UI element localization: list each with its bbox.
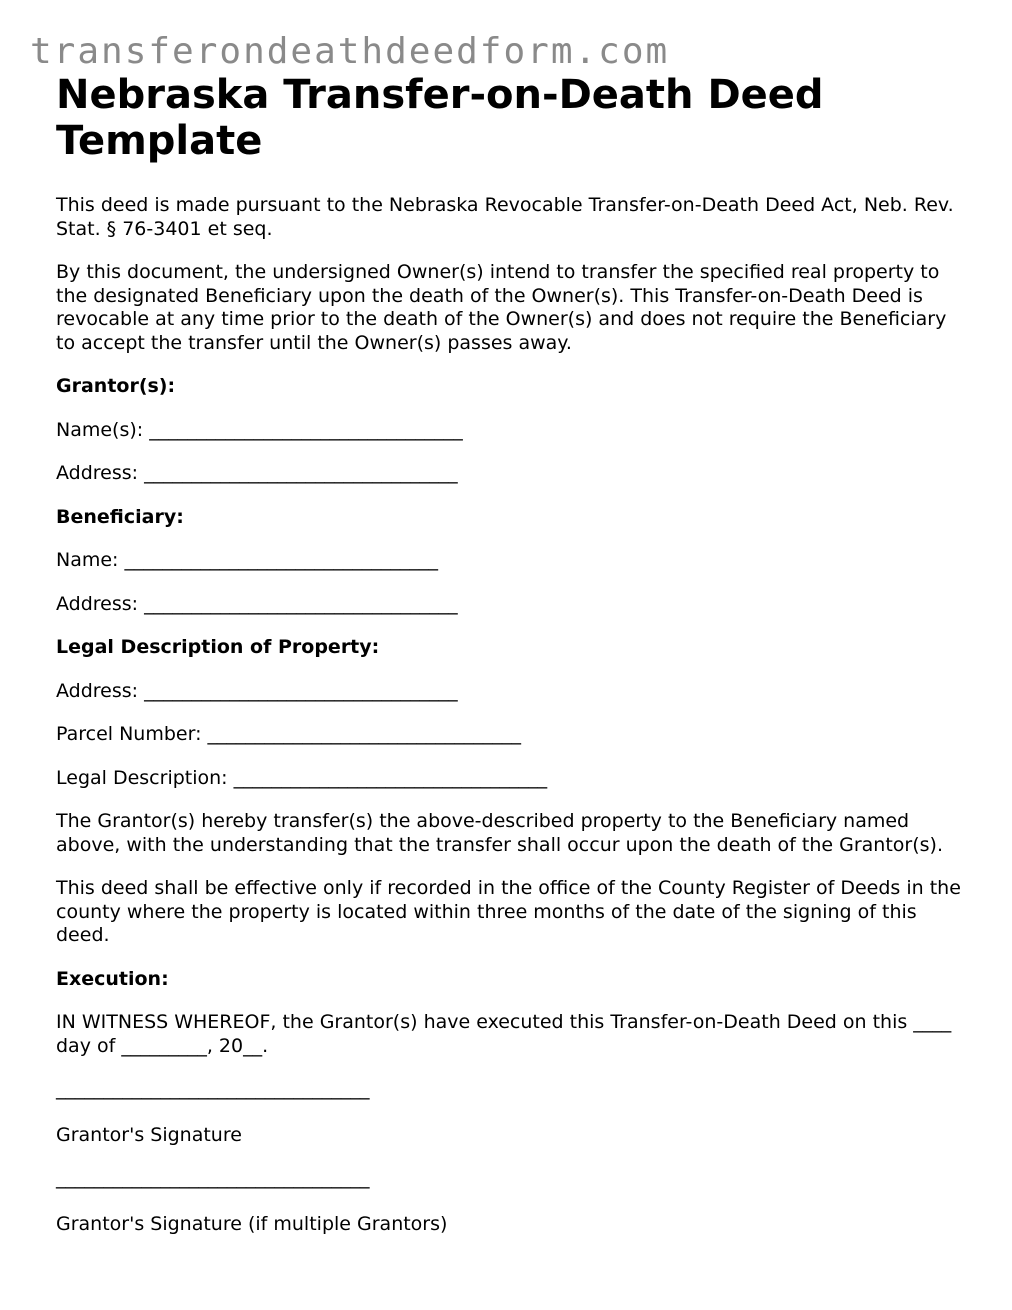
site-watermark: transferondeathdeedform.com: [30, 31, 670, 72]
second-grantor-signature-label: Grantor's Signature (if multiple Grantors): [56, 1212, 448, 1235]
beneficiary-name-field: Name: _________________________________: [56, 549, 438, 571]
property-parcel-field: Parcel Number: _________________________________: [56, 723, 522, 745]
execution-heading: Execution:: [56, 967, 169, 990]
property-heading: Legal Description of Property:: [56, 636, 380, 658]
second-grantor-signature-line: _________________________________: [56, 1167, 370, 1189]
recording-clause: This deed shall be effective only if recorded in the office of the County Register of Deeds in the county where the property is located within three months of the date of the signing of this deed.: [56, 877, 961, 946]
deed-document: [56, 72, 961, 1256]
intro-paragraph-purpose: By this document, the undersigned Owner(s) intend to transfer the specified real property to the designated Beneficiary upon the death of the Owner(s). This Transfer-on-Death Deed is revocable at any time prior to the death of the Owner(s) and does not require the Beneficiary to accept the transfer until the Owner(s) passes away.: [56, 261, 947, 354]
intro-paragraph-statute: This deed is made pursuant to the Nebraska Revocable Transfer-on-Death Deed Act, Neb. Rev. Stat. § 76-3401 et seq.: [56, 194, 954, 240]
transfer-clause: The Grantor(s) hereby transfer(s) the above-described property to the Beneficiary named above, with the understanding that the transfer shall occur upon the death of the Grantor(s).: [56, 810, 943, 856]
grantor-name-field: Name(s): _________________________________: [56, 418, 463, 441]
witness-clause: IN WITNESS WHEREOF, the Grantor(s) have executed this Transfer-on-Death Deed on this ____ day of _________, 20__.: [56, 1011, 952, 1057]
beneficiary-address-field: Address: _________________________________: [56, 592, 458, 615]
grantor-heading: Grantor(s):: [56, 375, 176, 397]
document-title: Nebraska Transfer-on-Death Deed Template: [56, 72, 824, 164]
property-legal-description-field: Legal Description: _________________________________: [56, 766, 548, 789]
grantor-signature-label: Grantor's Signature: [56, 1123, 242, 1146]
grantor-address-field: Address: _________________________________: [56, 462, 458, 484]
property-address-field: Address: _________________________________: [56, 679, 458, 702]
beneficiary-heading: Beneficiary:: [56, 505, 184, 528]
grantor-signature-line: _________________________________: [56, 1078, 370, 1100]
